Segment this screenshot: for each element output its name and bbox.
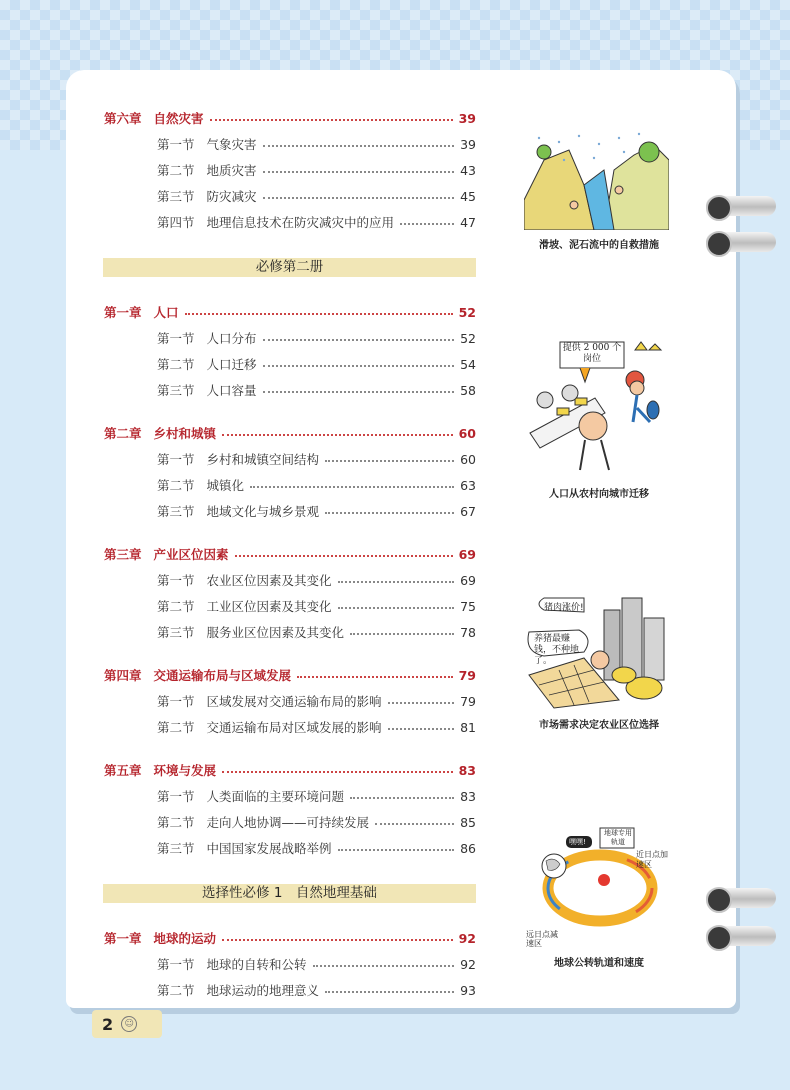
entry-page-number: 86 <box>460 840 476 856</box>
entry-title: 地球的自转和公转 <box>206 957 307 972</box>
page-number-badge <box>92 1010 162 1038</box>
entry-number: 第一节 <box>157 137 195 152</box>
leader-dots <box>210 119 453 121</box>
leader-dots <box>375 823 454 825</box>
entry-title: 农业区位因素及其变化 <box>206 573 332 588</box>
section-entry[interactable] <box>157 212 476 232</box>
entry-number: 第一节 <box>157 331 195 346</box>
entry-page-number: 54 <box>460 356 476 372</box>
entry-title: 地球的运动 <box>153 931 217 946</box>
label-far: 远日点减速区 <box>526 930 558 948</box>
leader-dots <box>350 633 454 635</box>
section-entry[interactable] <box>157 328 476 348</box>
entry-title: 区域发展对交通运输布局的影响 <box>206 694 382 709</box>
entry-page-number: 83 <box>458 762 476 778</box>
section-entry[interactable] <box>157 717 476 737</box>
section-entry[interactable] <box>157 980 476 1000</box>
entry-title: 人口迁移 <box>206 357 257 372</box>
entry-number: 第五章 <box>104 763 142 778</box>
orbit-illustration <box>526 826 670 948</box>
entry-title: 自然灾害 <box>153 111 204 126</box>
section-entry[interactable] <box>157 812 476 832</box>
section-entry[interactable] <box>157 134 476 154</box>
entry-page-number: 52 <box>460 330 476 346</box>
binder-hole <box>706 195 732 221</box>
entry-number: 第三章 <box>104 547 142 562</box>
leader-dots <box>297 676 453 678</box>
entry-number: 第一章 <box>104 305 142 320</box>
entry-number: 第二节 <box>157 357 195 372</box>
entry-title: 城镇化 <box>206 478 245 493</box>
entry-page-number: 43 <box>460 162 476 178</box>
binder-hole <box>706 231 732 257</box>
entry-page-number: 69 <box>458 546 476 562</box>
leader-dots <box>400 223 454 225</box>
entry-page-number: 78 <box>460 624 476 640</box>
entry-title: 地域文化与城乡景观 <box>206 504 320 519</box>
entry-number: 第三节 <box>157 189 195 204</box>
entry-page-number: 63 <box>460 477 476 493</box>
entry-page-number: 60 <box>460 451 476 467</box>
entry-page-number: 83 <box>460 788 476 804</box>
entry-title: 中国国家发展战略举例 <box>206 841 332 856</box>
entry-title: 地理信息技术在防灾减灾中的应用 <box>206 215 395 230</box>
binder-hole <box>706 925 732 951</box>
leader-dots <box>263 391 454 393</box>
job-sign-text: 提供 2 000 个岗位 <box>562 343 622 364</box>
entry-page-number: 69 <box>460 572 476 588</box>
entry-title: 防灾减灾 <box>206 189 257 204</box>
entry-number: 第六章 <box>104 111 142 126</box>
entry-title: 交通运输布局对区域发展的影响 <box>206 720 382 735</box>
section-entry[interactable] <box>157 596 476 616</box>
leader-dots <box>388 702 454 704</box>
section-entry[interactable] <box>157 380 476 400</box>
entry-number: 第三节 <box>157 841 195 856</box>
section-entry[interactable] <box>157 622 476 642</box>
entry-page-number: 93 <box>460 982 476 998</box>
entry-page-number: 79 <box>458 667 476 683</box>
entry-number: 第二节 <box>157 478 195 493</box>
section-entry[interactable] <box>157 160 476 180</box>
landslide-caption: 滑坡、泥石流中的自救措施 <box>539 240 659 251</box>
label-track: 地球专用轨道 <box>604 829 632 846</box>
section-entry[interactable] <box>157 354 476 374</box>
entry-number: 第二节 <box>157 815 195 830</box>
entry-number: 第二节 <box>157 163 195 178</box>
leader-dots <box>325 991 454 993</box>
section-entry[interactable] <box>157 449 476 469</box>
leader-dots <box>388 728 454 730</box>
entry-number: 第三节 <box>157 625 195 640</box>
entry-page-number: 39 <box>460 136 476 152</box>
entry-title: 地质灾害 <box>206 163 257 178</box>
entry-page-number: 75 <box>460 598 476 614</box>
entry-page-number: 45 <box>460 188 476 204</box>
bubble-pork-price: 猪肉涨价! <box>544 603 584 613</box>
leader-dots <box>325 512 454 514</box>
label-hi: 嘿嘿! <box>569 838 586 846</box>
leader-dots <box>222 434 453 436</box>
entry-title: 人口容量 <box>206 383 257 398</box>
leader-dots <box>350 797 454 799</box>
leader-dots <box>222 771 453 773</box>
entry-title: 产业区位因素 <box>153 547 229 562</box>
entry-page-number: 92 <box>458 930 476 946</box>
bubble-raise-pigs: 养猪最赚钱，不种地了。 <box>534 634 580 666</box>
entry-title: 气象灾害 <box>206 137 257 152</box>
entry-title: 人口分布 <box>206 331 257 346</box>
entry-title: 乡村和城镇 <box>153 426 217 441</box>
leader-dots <box>263 145 454 147</box>
leader-dots <box>250 486 454 488</box>
entry-page-number: 60 <box>458 425 476 441</box>
farm-caption: 市场需求决定农业区位选择 <box>539 720 659 731</box>
entry-page-number: 85 <box>460 814 476 830</box>
entry-title: 人类面临的主要环境问题 <box>206 789 345 804</box>
entry-number: 第三节 <box>157 383 195 398</box>
migration-illustration <box>525 338 670 478</box>
entry-page-number: 52 <box>458 304 476 320</box>
leader-dots <box>263 197 454 199</box>
entry-title: 走向人地协调——可持续发展 <box>206 815 370 830</box>
section-entry[interactable] <box>157 475 476 495</box>
entry-page-number: 47 <box>460 214 476 230</box>
leader-dots <box>313 965 454 967</box>
leader-dots <box>263 365 454 367</box>
section-entry[interactable] <box>157 691 476 711</box>
entry-title: 乡村和城镇空间结构 <box>206 452 320 467</box>
page-number: 2 <box>102 1014 114 1034</box>
entry-number: 第一节 <box>157 694 195 709</box>
entry-page-number: 79 <box>460 693 476 709</box>
part-heading: 选择性必修 1 自然地理基础 <box>103 884 476 903</box>
chapter-entry[interactable] <box>104 108 476 128</box>
entry-number: 第四章 <box>104 668 142 683</box>
entry-number: 第一节 <box>157 573 195 588</box>
chapter-entry[interactable] <box>104 665 476 685</box>
orbit-caption: 地球公转轨道和速度 <box>554 958 644 969</box>
section-entry[interactable] <box>157 954 476 974</box>
entry-title: 交通运输布局与区域发展 <box>153 668 292 683</box>
chapter-entry[interactable] <box>104 760 476 780</box>
section-entry[interactable] <box>157 838 476 858</box>
leader-dots <box>222 939 453 941</box>
entry-number: 第一节 <box>157 789 195 804</box>
entry-page-number: 81 <box>460 719 476 735</box>
entry-number: 第一节 <box>157 452 195 467</box>
entry-title: 人口 <box>153 305 179 320</box>
leader-dots <box>338 581 454 583</box>
chapter-entry[interactable] <box>104 423 476 443</box>
migration-caption: 人口从农村向城市迁移 <box>549 489 649 500</box>
leader-dots <box>263 339 454 341</box>
entry-number: 第二节 <box>157 720 195 735</box>
leader-dots <box>325 460 454 462</box>
part-heading: 必修第二册 <box>103 258 476 277</box>
entry-title: 工业区位因素及其变化 <box>206 599 332 614</box>
leader-dots <box>338 849 454 851</box>
section-entry[interactable] <box>157 501 476 521</box>
entry-page-number: 39 <box>458 110 476 126</box>
chapter-entry[interactable] <box>104 928 476 948</box>
leader-dots <box>235 555 453 557</box>
entry-page-number: 58 <box>460 382 476 398</box>
entry-number: 第三节 <box>157 504 195 519</box>
section-entry[interactable] <box>157 186 476 206</box>
leader-dots <box>185 313 453 315</box>
leader-dots <box>263 171 454 173</box>
label-near: 近日点加速区 <box>636 850 668 869</box>
entry-number: 第四节 <box>157 215 195 230</box>
smiley-icon: ☺ <box>121 1016 137 1032</box>
binder-hole <box>706 887 732 913</box>
entry-number: 第二节 <box>157 599 195 614</box>
leader-dots <box>338 607 454 609</box>
chapter-entry[interactable] <box>104 302 476 322</box>
entry-number: 第一章 <box>104 931 142 946</box>
entry-title: 服务业区位因素及其变化 <box>206 625 345 640</box>
entry-title: 地球运动的地理意义 <box>206 983 320 998</box>
entry-number: 第二章 <box>104 426 142 441</box>
section-entry[interactable] <box>157 570 476 590</box>
chapter-entry[interactable] <box>104 544 476 564</box>
entry-page-number: 92 <box>460 956 476 972</box>
section-entry[interactable] <box>157 786 476 806</box>
entry-number: 第一节 <box>157 957 195 972</box>
landslide-illustration <box>524 130 669 230</box>
entry-page-number: 67 <box>460 503 476 519</box>
entry-number: 第二节 <box>157 983 195 998</box>
farm-illustration <box>524 590 670 710</box>
entry-title: 环境与发展 <box>153 763 217 778</box>
